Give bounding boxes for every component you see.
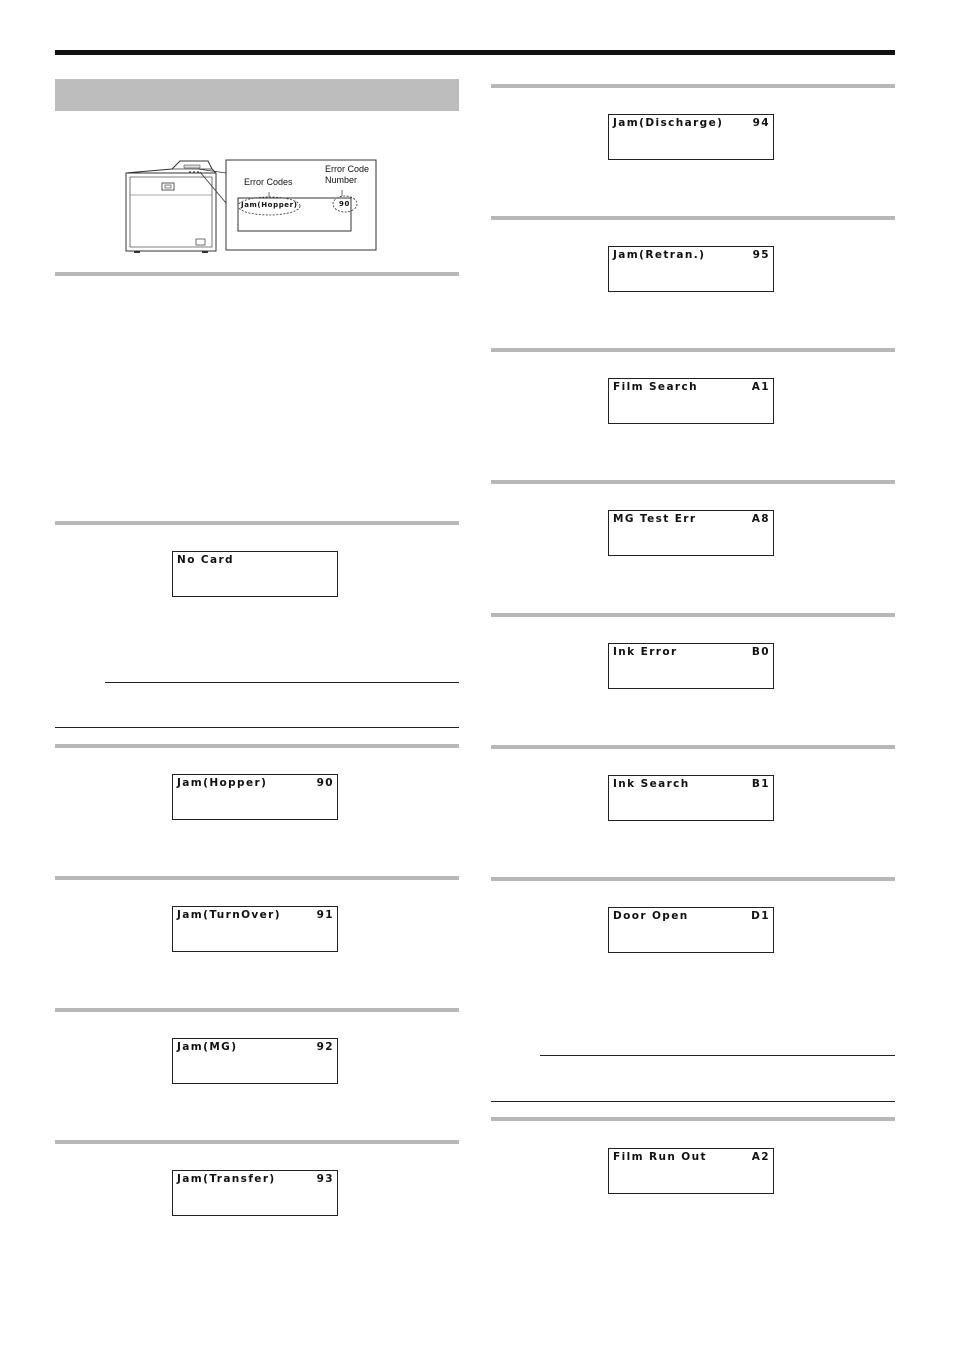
note-rule: [491, 1101, 895, 1102]
lcd-message: Door Open: [613, 910, 689, 922]
section-separator: [55, 1140, 459, 1144]
lcd-code: B1: [751, 778, 770, 790]
note-rule: [105, 682, 459, 683]
lcd-display-jam-discharge: [608, 114, 774, 160]
note-rule: [540, 1055, 895, 1056]
lcd-code: 93: [316, 1173, 334, 1185]
error-code-number-label: Error Code: [325, 164, 370, 174]
lcd-message: MG Test Err: [613, 513, 697, 525]
section-separator: [55, 744, 459, 748]
lcd-display-jam-hopper: [172, 774, 338, 820]
lcd-message: Film Run Out: [613, 1151, 707, 1163]
lcd-display-ink-error: [608, 643, 774, 689]
section-separator: [55, 876, 459, 880]
lcd-message: Film Search: [613, 381, 699, 393]
lcd-message: Jam(Retran.): [613, 249, 706, 261]
lcd-message: Jam(Hopper): [177, 777, 268, 789]
lcd-message: Ink Search: [613, 778, 690, 790]
lcd-code: A2: [751, 1151, 770, 1163]
diagram-sample-code: 90: [339, 200, 350, 208]
lcd-display-jam-turnover: [172, 906, 338, 952]
lcd-display-door-open: [608, 907, 774, 953]
lcd-display-film-search: [608, 378, 774, 424]
printer-diagram: [120, 155, 378, 255]
lcd-message: No Card: [177, 554, 234, 566]
lcd-code: A1: [751, 381, 770, 393]
lcd-display-ink-search: [608, 775, 774, 821]
lcd-message: Jam(Discharge): [613, 117, 724, 129]
diagram-sample-message: Jam(Hopper): [241, 201, 298, 209]
lcd-display-jam-retran: [608, 246, 774, 292]
section-separator: [55, 272, 459, 276]
section-separator: [491, 877, 895, 881]
lcd-code: A8: [751, 513, 770, 525]
lcd-display-no-card: [172, 551, 338, 597]
lcd-message: Ink Error: [613, 646, 678, 658]
lcd-display-mg-test-err: [608, 510, 774, 556]
lcd-code: 92: [316, 1041, 334, 1053]
lcd-message: Jam(Transfer): [177, 1173, 276, 1185]
lcd-message: Jam(TurnOver): [177, 909, 281, 921]
lcd-code: 91: [316, 909, 334, 921]
section-separator: [55, 521, 459, 525]
section-separator: [55, 1008, 459, 1012]
lcd-code: 90: [316, 777, 334, 789]
lcd-code: B0: [751, 646, 770, 658]
error-codes-label: Error Codes: [244, 177, 293, 187]
lcd-code: 95: [752, 249, 770, 261]
lcd-display-film-run-out: [608, 1148, 774, 1194]
lcd-message: Jam(MG): [177, 1041, 238, 1053]
section-separator: [491, 480, 895, 484]
section-separator: [491, 84, 895, 88]
section-separator: [491, 745, 895, 749]
error-code-number-label-line2: Number: [325, 175, 358, 185]
section-separator: [491, 216, 895, 220]
section-separator: [491, 1117, 895, 1121]
top-rule: [55, 50, 895, 55]
lcd-display-jam-transfer: [172, 1170, 338, 1216]
lcd-code: D1: [751, 910, 770, 922]
lcd-code: 94: [752, 117, 770, 129]
section-separator: [491, 348, 895, 352]
lcd-display-jam-mg: [172, 1038, 338, 1084]
section-separator: [491, 613, 895, 617]
note-rule: [55, 727, 459, 728]
section-header-band: [55, 79, 459, 111]
